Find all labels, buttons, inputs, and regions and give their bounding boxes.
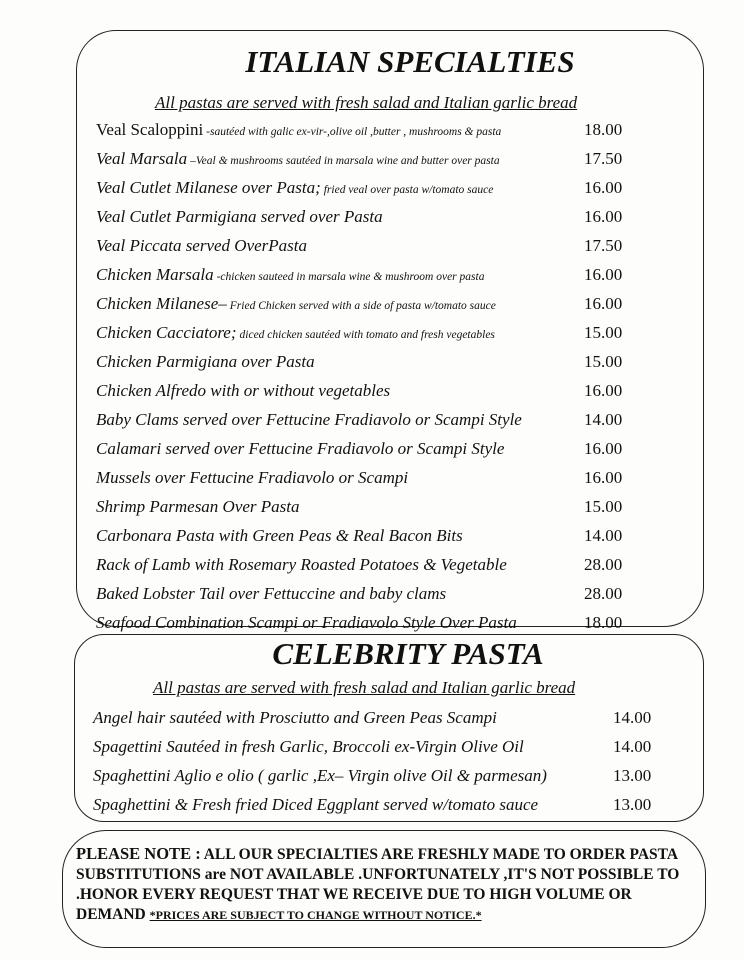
please-note-label: PLEASE NOTE : [76, 844, 201, 863]
celebrity-pasta-subtitle: All pastas are served with fresh salad and Italian garlic bread [153, 678, 576, 697]
menu-item-name: Spagettini Sautéed in fresh Garlic, Broccoli ex-Virgin Olive Oil [93, 737, 524, 756]
italian-specialties-title: ITALIAN SPECIALTIES [245, 44, 575, 79]
menu-item [96, 579, 636, 608]
price-disclaimer: *PRICES ARE SUBJECT TO CHANGE WITHOUT NOTICE.* [149, 908, 482, 922]
menu-item-price: 16.00 [584, 265, 623, 284]
menu-item-description: -chicken sauteed in marsala wine & mushroom over pasta [216, 271, 485, 283]
menu-item-name: Mussels over Fettucine Fradiavolo or Scampi [96, 468, 409, 487]
menu-item-price: 28.00 [584, 584, 623, 603]
menu-item-name: Carbonara Pasta with Green Peas & Real Bacon Bits [96, 526, 463, 545]
menu-item [96, 376, 636, 405]
menu-item [96, 318, 636, 347]
menu-item [96, 434, 636, 463]
menu-item-name: Veal Scaloppini [96, 120, 204, 139]
menu-item-price: 15.00 [584, 352, 623, 371]
menu-item [96, 550, 636, 579]
menu-item [93, 732, 663, 761]
menu-item-name: Spaghettini & Fresh fried Diced Eggplant served w/tomato sauce [93, 795, 539, 814]
menu-item-name: Rack of Lamb with Rosemary Roasted Potatoes & Vegetable [96, 555, 507, 574]
please-note-body: ALL OUR SPECIALTIES ARE FRESHLY MADE TO ORDER PASTA SUBSTITUTIONS are NOT AVAILABLE .UNFORTUNATELY ,IT'S NOT POSSIBLE TO .HONOR EVERY REQUEST THAT WE RECEIVE DUE TO HIGH VOLUME OR DEMAND [76, 846, 680, 923]
menu-item-price: 13.00 [613, 766, 652, 785]
celebrity-pasta-title: CELEBRITY PASTA [272, 636, 544, 671]
menu-item-price: 16.00 [584, 207, 623, 226]
menu-item-name: Shrimp Parmesan Over Pasta [96, 497, 300, 516]
menu-item-name: Chicken Cacciatore; [96, 323, 237, 342]
menu-item [96, 347, 636, 376]
menu-item-name: Chicken Marsala [96, 265, 214, 284]
italian-specialties-list [96, 115, 636, 637]
menu-item [93, 790, 663, 819]
menu-item-price: 14.00 [584, 526, 623, 545]
italian-specialties-subtitle: All pastas are served with fresh salad and Italian garlic bread [155, 93, 578, 112]
menu-item-price: 14.00 [584, 410, 623, 429]
menu-item [93, 761, 663, 790]
menu-item-description: fried veal over pasta w/tomato sauce [323, 184, 494, 196]
menu-item-name: Chicken Alfredo with or without vegetables [96, 381, 391, 400]
menu-item [96, 463, 636, 492]
menu-item [96, 608, 636, 637]
menu-item-name: Baby Clams served over Fettucine Fradiavolo or Scampi Style [96, 410, 522, 429]
menu-item-name: Angel hair sautéed with Prosciutto and Green Peas Scampi [93, 708, 497, 727]
menu-item-name: Chicken Milanese– [96, 294, 227, 313]
celebrity-pasta-list [93, 703, 663, 819]
menu-item-description: Fried Chicken served with a side of pasta w/tomato sauce [229, 300, 496, 312]
menu-item-price: 18.00 [584, 613, 623, 632]
menu-item-description: diced chicken sautéed with tomato and fresh vegetables [239, 329, 495, 341]
menu-item-price: 16.00 [584, 439, 623, 458]
menu-item [96, 405, 636, 434]
menu-item [96, 202, 636, 231]
menu-item [96, 521, 636, 550]
menu-item-price: 16.00 [584, 381, 623, 400]
menu-item [96, 260, 636, 289]
menu-item-price: 15.00 [584, 323, 623, 342]
menu-item-price: 16.00 [584, 468, 623, 487]
menu-item-description: -sautéed with galic ex-vir-,olive oil ,butter , mushrooms & pasta [206, 126, 502, 138]
menu-item-name: Chicken Parmigiana over Pasta [96, 352, 315, 371]
menu-item-price: 13.00 [613, 795, 652, 814]
menu-item-price: 17.50 [584, 149, 623, 168]
menu-item-name: Veal Cutlet Parmigiana served over Pasta [96, 207, 383, 226]
menu-item [96, 289, 636, 318]
menu-item-name: Calamari served over Fettucine Fradiavolo or Scampi Style [96, 439, 505, 458]
menu-item-price: 14.00 [613, 737, 652, 756]
menu-item [96, 231, 636, 260]
menu-item-price: 18.00 [584, 120, 623, 139]
menu-item-price: 14.00 [613, 708, 652, 727]
menu-item-price: 16.00 [584, 178, 623, 197]
menu-item [93, 703, 663, 732]
menu-item [96, 492, 636, 521]
menu-item-description: –Veal & mushrooms sautéed in marsala wine and butter over pasta [190, 155, 500, 167]
menu-item-price: 17.50 [584, 236, 623, 255]
menu-item-price: 15.00 [584, 497, 623, 516]
menu-item [96, 144, 636, 173]
menu-item-name: Spaghettini Aglio e olio ( garlic ,Ex– Virgin olive Oil & parmesan) [93, 766, 547, 785]
menu-item-name: Veal Marsala [96, 149, 188, 168]
please-note-text [76, 844, 696, 925]
menu-item-price: 16.00 [584, 294, 623, 313]
menu-item-name: Veal Cutlet Milanese over Pasta; [96, 178, 321, 197]
menu-item [96, 115, 636, 144]
menu-item-name: Veal Piccata served OverPasta [96, 236, 308, 255]
menu-item-name: Baked Lobster Tail over Fettuccine and baby clams [96, 584, 447, 603]
menu-item-price: 28.00 [584, 555, 623, 574]
menu-item-name: Seafood Combination Scampi or Fradiavolo Style Over Pasta [96, 613, 517, 632]
menu-item [96, 173, 636, 202]
